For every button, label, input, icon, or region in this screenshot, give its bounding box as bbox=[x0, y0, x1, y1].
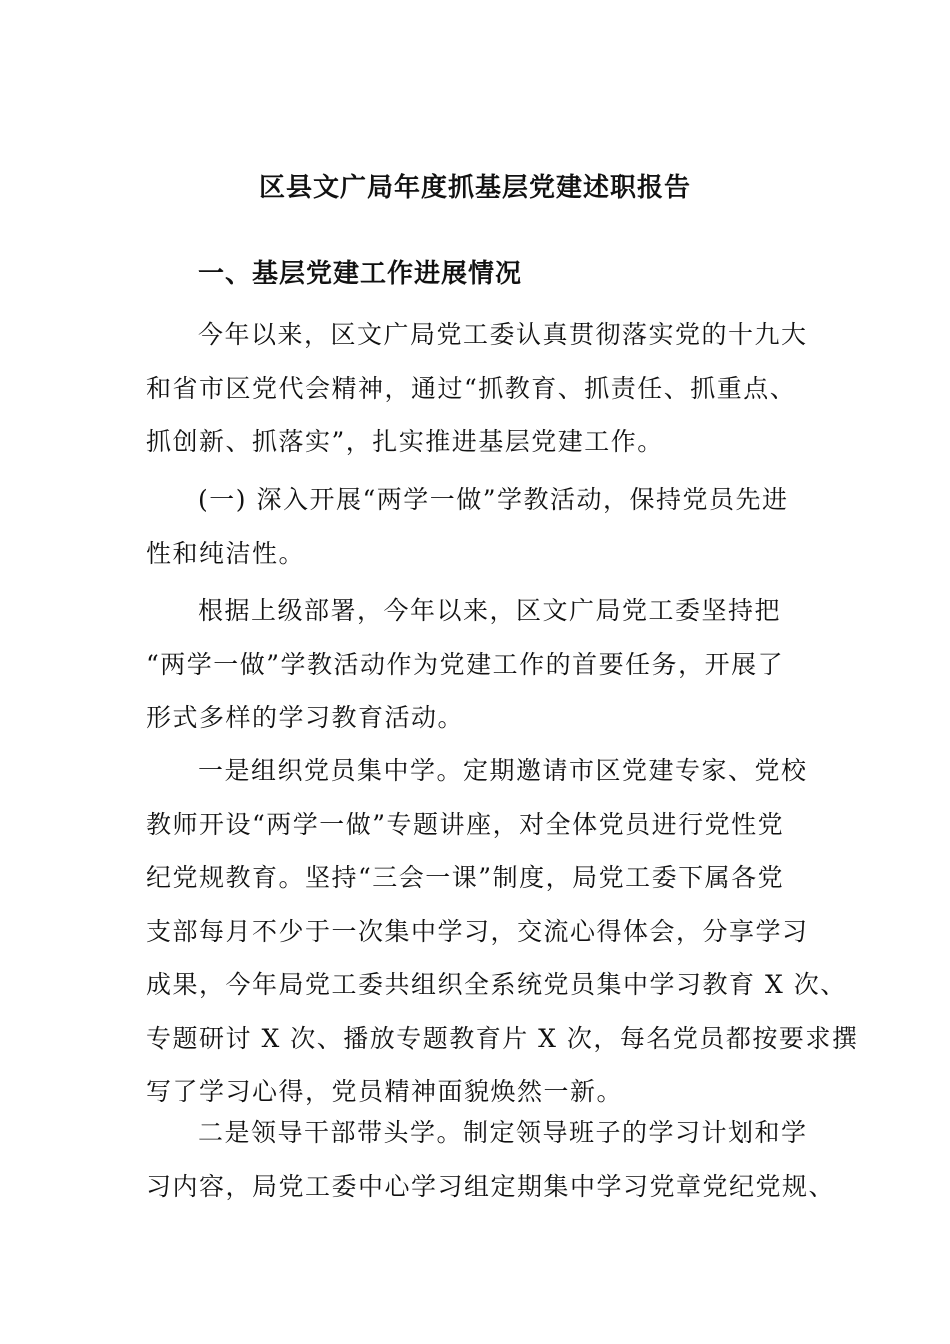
paragraph-line: 性和纯洁性。 bbox=[146, 538, 306, 568]
paragraph bbox=[146, 1106, 836, 1213]
paragraph-line: 和省市区党代会精神，通过“抓教育、抓责任、抓重点、 bbox=[146, 373, 797, 403]
paragraph-line: 根据上级部署，今年以来，区文广局党工委坚持把 bbox=[198, 596, 782, 625]
paragraph-line: 一是组织党员集中学。定期邀请市区党建专家、党校 bbox=[198, 756, 808, 785]
paragraph-line: 纪党规教育。坚持“三会一课”制度，局党工委下属各党 bbox=[146, 863, 785, 892]
section-heading: 一、基层党建工作进展情况 bbox=[198, 259, 523, 289]
paragraph-line: 习内容，局党工委中心学习组定期集中学习党章党纪党规、 bbox=[146, 1171, 836, 1201]
paragraph-line: 写了学习心得，党员精神面貌焕然一新。 bbox=[146, 1077, 624, 1106]
paragraph-line: (一) 深入开展“两学一做”学教活动，保持党员先进 bbox=[198, 485, 789, 514]
paragraph-line: “两学一做”学教活动作为党建工作的首要任务，开展了 bbox=[146, 649, 785, 679]
paragraph-line: 教师开设“两学一做”专题讲座，对全体党员进行党性党 bbox=[146, 809, 785, 839]
paragraph bbox=[146, 744, 859, 1119]
paragraph bbox=[146, 584, 806, 745]
paragraph-line: 支部每月不少于一次集中学习，交流心得体会，分享学习 bbox=[146, 916, 809, 946]
paragraph-line: 二是领导干部带头学。制定领导班子的学习计划和学 bbox=[198, 1118, 808, 1147]
paragraph-line: 成果，今年局党工委共组织全系统党员集中学习教育 X 次、 bbox=[146, 970, 847, 999]
document-title: 区县文广局年度抓基层党建述职报告 bbox=[258, 173, 691, 203]
paragraph-line: 抓创新、抓落实”，扎实推进基层党建工作。 bbox=[146, 427, 664, 456]
paragraph-line: 今年以来，区文广局党工委认真贯彻落实党的十九大 bbox=[198, 320, 808, 349]
paragraph-line: 形式多样的学习教育活动。 bbox=[146, 703, 465, 732]
subheading-paragraph bbox=[146, 473, 806, 580]
paragraph bbox=[146, 308, 806, 469]
paragraph-line: 专题研讨 X 次、播放专题教育片 X 次，每名党员都按要求撰 bbox=[146, 1023, 859, 1053]
